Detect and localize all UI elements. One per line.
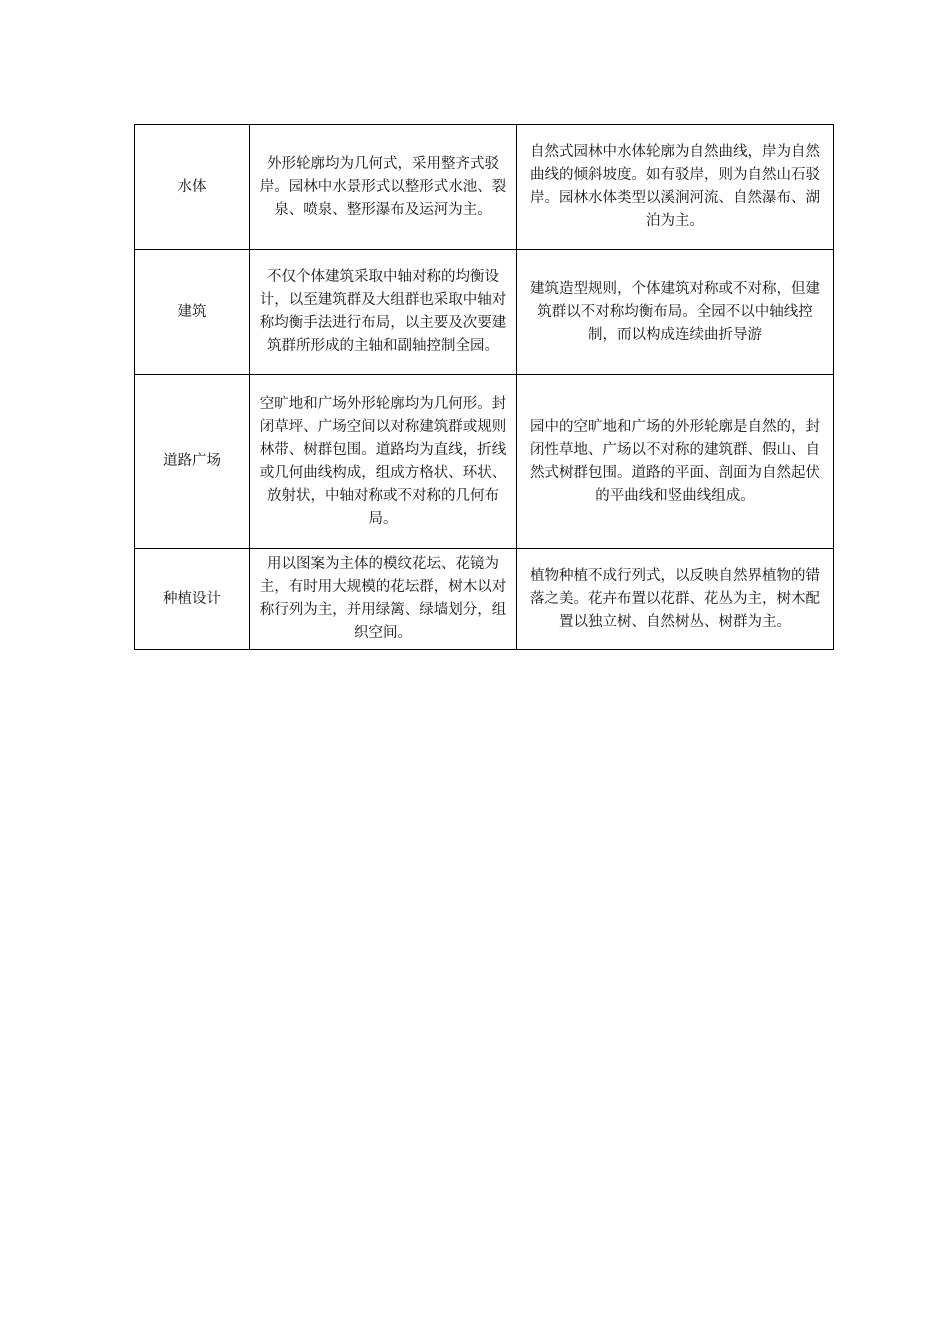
table-row-water (135, 125, 834, 250)
table-row-roads-plazas (135, 375, 834, 549)
natural-style-cell: 建筑造型规则，个体建筑对称或不对称，但建筑群以不对称均衡布局。全园不以中轴线控制，而以构成连续曲折导游 (517, 250, 834, 375)
row-label-planting: 种植设计 (135, 549, 250, 650)
row-label-roads-plazas: 道路广场 (135, 375, 250, 549)
natural-style-cell: 园中的空旷地和广场的外形轮廓是自然的，封闭性草地、广场以不对称的建筑群、假山、自然式树群包围。道路的平面、剖面为自然起伏的平曲线和竖曲线组成。 (517, 375, 834, 549)
row-label-architecture: 建筑 (135, 250, 250, 375)
formal-style-cell: 空旷地和广场外形轮廓均为几何形。封闭草坪、广场空间以对称建筑群或规则林带、树群包围。道路均为直线，折线或几何曲线构成，组成方格状、环状、放射状，中轴对称或不对称的几何布局。 (250, 375, 517, 549)
natural-style-cell: 植物种植不成行列式，以反映自然界植物的错落之美。花卉布置以花群、花丛为主，树木配置以独立树、自然树丛、树群为主。 (517, 549, 834, 650)
table-row-architecture (135, 250, 834, 375)
formal-style-cell: 用以图案为主体的模纹花坛、花镜为主，有时用大规模的花坛群，树木以对称行列为主，并用绿篱、绿墙划分，组织空间。 (250, 549, 517, 650)
formal-style-cell: 外形轮廓均为几何式，采用整齐式驳岸。园林中水景形式以整形式水池、裂泉、喷泉、整形瀑布及运河为主。 (250, 125, 517, 250)
row-label-water: 水体 (135, 125, 250, 250)
table-row-planting (135, 549, 834, 650)
natural-style-cell: 自然式园林中水体轮廓为自然曲线，岸为自然曲线的倾斜坡度。如有驳岸，则为自然山石驳岸。园林水体类型以溪涧河流、自然瀑布、湖泊为主。 (517, 125, 834, 250)
formal-style-cell: 不仅个体建筑采取中轴对称的均衡设计，以至建筑群及大组群也采取中轴对称均衡手法进行布局，以主要及次要建筑群所形成的主轴和副轴控制全园。 (250, 250, 517, 375)
garden-style-comparison-table (134, 124, 834, 650)
